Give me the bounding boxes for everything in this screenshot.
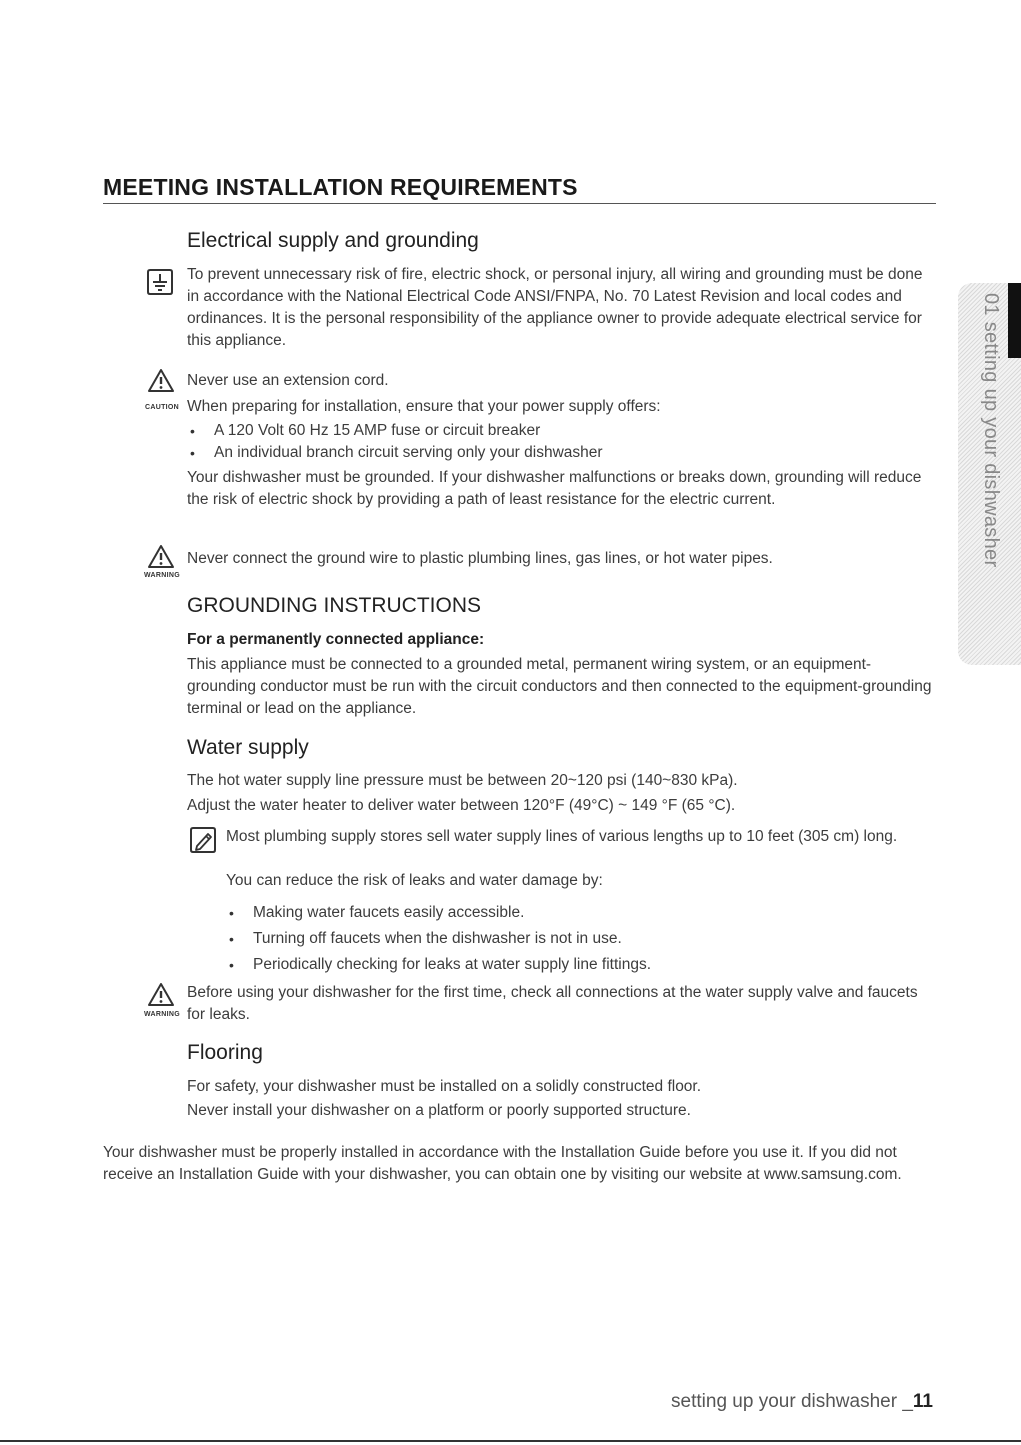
power-requirements-list (187, 420, 935, 464)
caution-line-1: Never use an extension cord. (187, 372, 389, 389)
flooring-heading: Flooring (187, 1041, 263, 1064)
caution-line-2: When preparing for installation, ensure that your power supply offers: (187, 398, 661, 415)
ground-note-icon (146, 267, 174, 304)
bottom-divider (0, 1440, 1021, 1442)
list-item: • Turning off faucets when the dishwasher is not in use. (226, 928, 926, 950)
water-temperature-text: Adjust the water heater to deliver water between 120°F (49°C) ~ 149 °F (65 °C). (187, 797, 736, 814)
page-number: 11 (912, 1391, 933, 1412)
list-item: • A 120 Volt 60 Hz 15 AMP fuse or circuit breaker (187, 420, 935, 442)
water-note-2: You can reduce the risk of leaks and water damage by: (226, 872, 603, 889)
list-item: • Periodically checking for leaks at water supply line fittings. (226, 954, 926, 976)
water-note-1: Most plumbing supply stores sell water supply lines of various lengths up to 10 feet (305 cm) long. (226, 828, 898, 845)
warning-label: WARNING (144, 572, 180, 579)
warning-icon (147, 544, 175, 575)
page-footer (671, 1391, 933, 1413)
water-connection-warning: Before using your dishwasher for the first time, check all connections at the water supply valve and faucets for leaks. (187, 984, 918, 1023)
water-heading: Water supply (187, 736, 309, 759)
warning-label: WARNING (144, 1011, 180, 1018)
grounded-text: Your dishwasher must be grounded. If your dishwasher malfunctions or breaks down, grounding will reduce the risk of electric shock by providing a path of least resistance for the electric current. (187, 469, 922, 508)
caution-icon (147, 368, 175, 399)
title-divider (103, 203, 936, 204)
page-title: MEETING INSTALLATION REQUIREMENTS (103, 174, 578, 200)
chapter-side-tab-label: 01 setting up your dishwasher (980, 293, 1002, 568)
water-pressure-text: The hot water supply line pressure must be between 20~120 psi (140~830 kPa). (187, 772, 738, 789)
chapter-side-tab-marker (1008, 283, 1021, 358)
flooring-line-1: For safety, your dishwasher must be installed on a solidly constructed floor. (187, 1078, 702, 1095)
footer-section-label: setting up your dishwasher _ (671, 1391, 913, 1412)
electrical-note: To prevent unnecessary risk of fire, electric shock, or personal injury, all wiring and grounding must be done in accordance with the National Electrical Code ANSI/FNPA, No. 70 Latest Revision and local codes and ordinances. It is the personal responsibility of the appliance owner to provide adequate electrical service for this appliance. (187, 266, 923, 349)
leak-prevention-list (226, 902, 926, 976)
installation-guide-text: Your dishwasher must be properly installed in accordance with the Installation Guide before you use it. If you did not receive an Installation Guide with your dishwasher, you can obtain one by visiting our website at www.samsung.com. (103, 1144, 902, 1183)
list-item: • Making water faucets easily accessible. (226, 902, 926, 924)
caution-label: CAUTION (145, 404, 179, 411)
ground-wire-warning: Never connect the ground wire to plastic plumbing lines, gas lines, or hot water pipes. (187, 550, 773, 567)
electrical-heading: Electrical supply and grounding (187, 229, 479, 252)
list-item: • An individual branch circuit serving only your dishwasher (187, 442, 935, 464)
flooring-line-2: Never install your dishwasher on a platform or poorly supported structure. (187, 1102, 691, 1119)
warning-icon (147, 982, 175, 1013)
grounding-text: This appliance must be connected to a grounded metal, permanent wiring system, or an equipment-grounding conductor must be run with the circuit conductors and then connected to the equipment-grounding terminal or lead on the appliance. (187, 656, 932, 717)
note-pencil-icon (188, 825, 218, 862)
grounding-subheading: For a permanently connected appliance: (187, 631, 485, 648)
grounding-heading: GROUNDING INSTRUCTIONS (187, 594, 481, 617)
